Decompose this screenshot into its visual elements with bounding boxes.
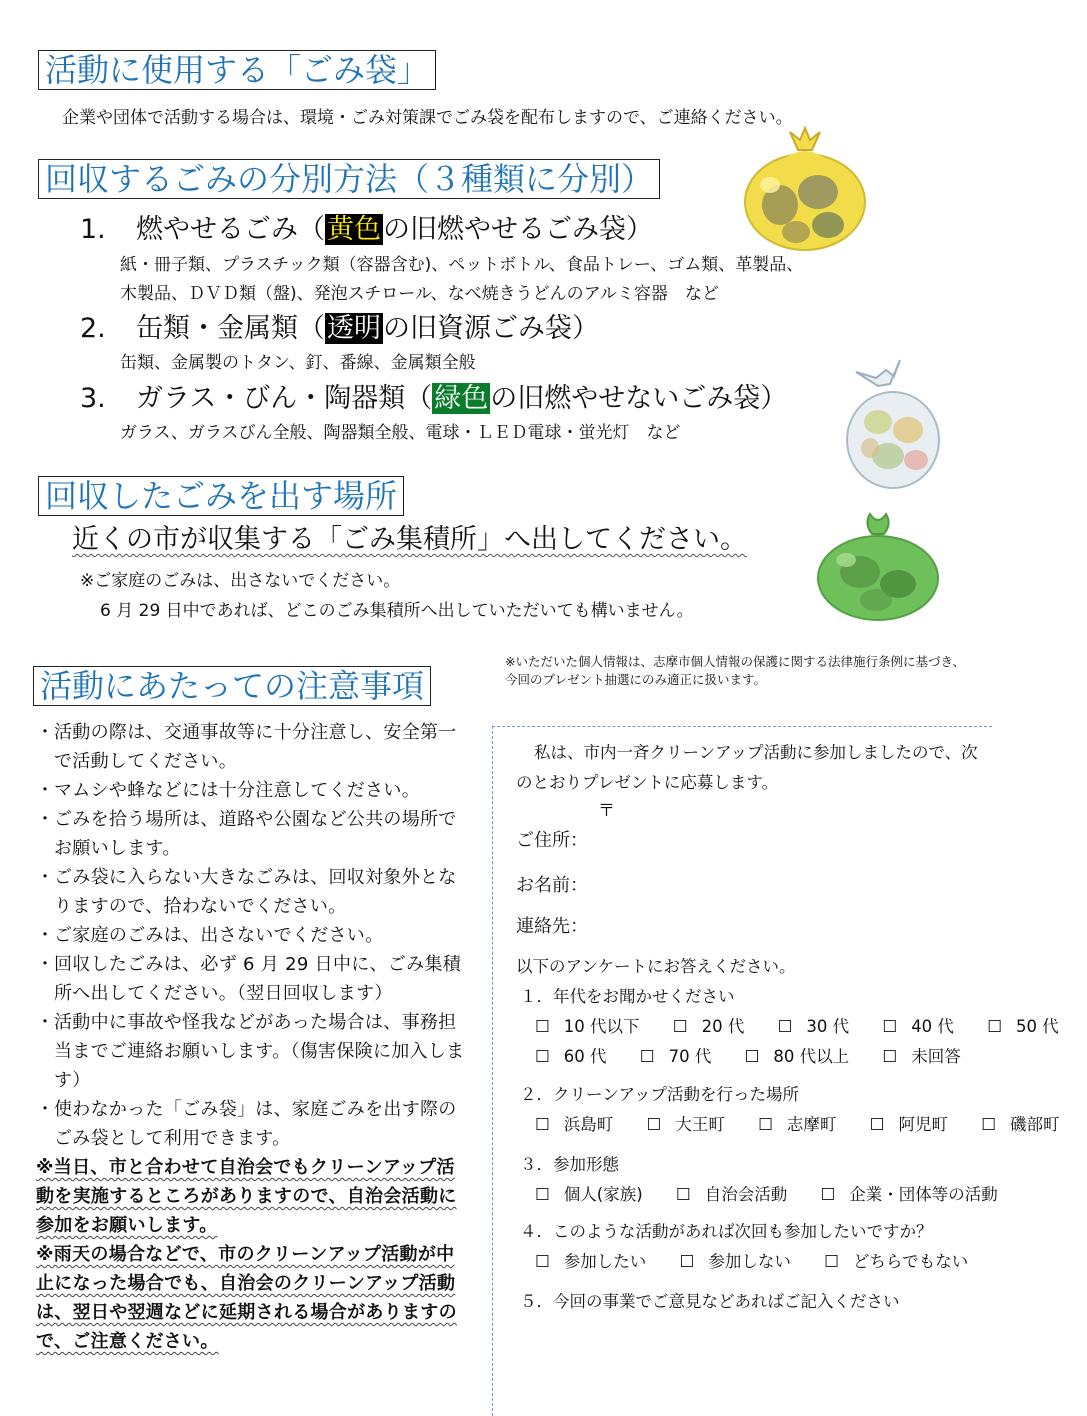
checkbox-icon: ☐ [820,1185,836,1204]
q3-option[interactable] [535,1185,657,1204]
warning-text-1: ※当日、市と合わせて自治会でもクリーンアップ活動を実施するところがありますので、自治会活動に参加をお願いします。 [36,1157,457,1236]
caution-item: ・ 活動中に事故や怪我などがあった場合は、事務担当までご連絡お願いします。（傷害保険に加入します） [36,1008,470,1095]
checkbox-icon: ☐ [679,1252,695,1271]
checkbox-icon: ☐ [535,1047,550,1066]
checkbox-icon: ☐ [882,1047,898,1066]
q1-option[interactable] [535,1047,621,1066]
yellow-garbage-bag-icon [740,120,870,255]
option-label: 80 代以上 [773,1047,850,1066]
category-label: ガラス・びん・陶器類（ [136,383,433,414]
q1-options-row2 [535,1043,989,1067]
caution-list [36,718,470,1356]
option-label: 70 代 [668,1047,712,1066]
category-3-desc: ガラス、ガラスびん全般、陶器類全般、電球・ＬＥＤ電球・蛍光灯 など [120,423,681,443]
option-label: 企業・団体等の活動 [849,1185,998,1204]
option-label: 浜島町 [563,1115,614,1134]
checkbox-icon: ☐ [744,1047,760,1066]
option-label: 60 代 [563,1047,607,1066]
bags-text: 企業や団体で活動する場合は、環境・ごみ対策課でごみ袋を配布しますので、ご連絡ください。 [62,108,793,128]
checkbox-icon: ☐ [869,1115,885,1134]
category-1-desc-2: 木製品、ＤＶＤ類（盤)、発泡スチロール、なべ焼きうどんのアルミ容器 など [120,284,719,304]
form-intro: 私は、市内一斉クリーンアップ活動に参加しましたので、次のとおりプレゼントに応募します。 [516,743,978,792]
category-number: 2. [80,313,106,344]
q2-option[interactable] [981,1115,1073,1134]
q1-option[interactable] [745,1047,864,1066]
q2-option[interactable] [535,1115,627,1134]
question-2: ２．クリーンアップ活動を行った場所 [520,1085,800,1104]
option-label: 大王町 [675,1115,725,1134]
checkbox-icon: ☐ [535,1185,550,1204]
option-label: 20 代 [701,1017,745,1036]
q4-option[interactable] [680,1252,805,1271]
q1-option[interactable] [987,1017,1073,1036]
q1-option[interactable] [882,1047,974,1066]
checkbox-icon: ☐ [981,1115,996,1134]
green-garbage-bag-icon [812,508,942,623]
q4-options [535,1248,996,1272]
option-label: 50 代 [1015,1017,1059,1036]
option-label: 自治会活動 [704,1185,788,1204]
checkbox-icon: ☐ [987,1017,1002,1036]
question-3: ３．参加形態 [520,1155,619,1174]
privacy-note: ※いただいた個人情報は、志摩市個人情報の保護に関する法律施行条例に基づき、今回のプレゼント抽選にのみ適正に扱います。 [505,654,965,687]
category-bag: の旧燃やせるごみ袋） [383,214,653,245]
option-label: 個人(家族) [563,1185,643,1204]
highlight-yellow: 黄色 [327,214,381,245]
question-5: ５．今回の事業でご意見などあればご記入ください [520,1292,900,1311]
category-3-title [80,382,787,416]
option-label: 志摩町 [786,1115,837,1134]
option-label: 参加しない [708,1252,791,1271]
caution-item: ・ 使わなかった「ごみ袋」は、家庭ごみを出す際のごみ袋として利用できます。 [36,1095,470,1153]
q1-option[interactable] [640,1047,726,1066]
category-bag: の旧資源ごみ袋） [383,313,599,344]
checkbox-icon: ☐ [758,1115,773,1134]
checkbox-icon: ☐ [882,1017,898,1036]
section-title-place: 回収したごみを出す場所 [38,476,404,516]
highlight-clear: 透明 [327,313,381,344]
category-1-desc-1: 紙・冊子類、プラスチック類（容器含む)、ペットボトル、食品トレー、ゴム類、革製品、 [120,255,804,275]
checkbox-icon: ☐ [675,1185,691,1204]
option-label: 未回答 [911,1047,961,1066]
name-field[interactable]: お名前： [516,875,588,896]
caution-item: ・ ご家庭のごみは、出さないでください。 [36,921,470,950]
place-note-1: ※ご家庭のごみは、出さないでください。 [80,571,401,591]
option-label: 阿児町 [898,1115,948,1134]
category-label: 燃やせるごみ（ [136,214,325,245]
category-label: 缶類・金属類（ [136,313,325,344]
warning-text-2: ※雨天の場合などで、市のクリーンアップ活動が中止になった場合でも、自治会のクリーンアップ活動は、翌日や翌週などに延期される場合がありますので、ご注意ください。 [36,1244,457,1352]
section-title-cautions: 活動にあたっての注意事項 [33,666,431,706]
caution-item: ・ 回収したごみは、必ず 6 月 29 日中に、ごみ集積所へ出してください。（翌日回収します） [36,950,470,1008]
place-note-2: 6 月 29 日中であれば、どこのごみ集積所へ出していただいても構いません。 [100,601,694,621]
option-label: どちらでもない [852,1252,969,1271]
q3-option[interactable] [676,1185,801,1204]
section-title-bags: 活動に使用する「ごみ袋」 [38,50,436,90]
checkbox-icon: ☐ [777,1017,793,1036]
category-2-title [80,312,599,346]
caution-item: ・ ごみを拾う場所は、道路や公園など公共の場所でお願いします。 [36,805,470,863]
postal-mark: 〒 [598,801,615,821]
clear-garbage-bag-icon [838,352,948,492]
checkbox-icon: ☐ [535,1017,550,1036]
caution-item: ・ マムシや蜂などには十分注意してください。 [36,776,470,805]
category-1-title [80,213,653,247]
checkbox-icon: ☐ [535,1115,550,1134]
q1-option[interactable] [882,1017,968,1036]
checkbox-icon: ☐ [646,1115,662,1134]
category-number: 1. [80,214,106,245]
checkbox-icon: ☐ [672,1017,688,1036]
section-title-sorting: 回収するごみの分別方法（３種類に分別） [38,159,660,199]
caution-item: ・ ごみ袋に入らない大きなごみは、回収対象外となりますので、拾わないでください。 [36,863,470,921]
category-bag: の旧燃やせないごみ袋） [490,383,788,414]
option-label: 参加したい [563,1252,647,1271]
q1-option[interactable] [535,1017,654,1036]
q1-option[interactable] [778,1017,864,1036]
q4-option[interactable] [824,1252,982,1271]
category-2-desc: 缶類、金属製のトタン、釘、番線、金属類全般 [120,353,476,373]
checkbox-icon: ☐ [824,1252,839,1271]
q1-options-row1 [535,1013,1087,1037]
contact-field[interactable]: 連絡先： [516,916,588,937]
survey-intro: 以下のアンケートにお答えください。 [516,957,796,976]
q3-option[interactable] [820,1185,1011,1204]
checkbox-icon: ☐ [639,1047,655,1066]
option-label: 磯部町 [1009,1115,1060,1134]
category-number: 3. [80,383,106,414]
caution-item: ・ 活動の際は、交通事故等に十分注意し、安全第一で活動してください。 [36,718,470,776]
address-field[interactable]: ご住所： [516,830,588,851]
option-label: 10 代以下 [563,1017,640,1036]
question-4: ４．このような活動があれば次回も参加したいですか？ [520,1222,933,1241]
option-label: 40 代 [911,1017,954,1036]
q2-option[interactable] [870,1115,962,1134]
q2-options [535,1111,1087,1135]
q3-options [535,1181,1026,1205]
checkbox-icon: ☐ [535,1252,550,1271]
q2-option[interactable] [647,1115,739,1134]
q2-option[interactable] [758,1115,850,1134]
place-main-text: 近くの市が収集する「ごみ集積所」へ出してください。 [72,524,747,555]
question-1: １．年代をお聞かせください [520,987,735,1006]
highlight-green: 緑色 [434,383,489,414]
option-label: 30 代 [806,1017,850,1036]
q4-option[interactable] [535,1252,660,1271]
q1-option[interactable] [673,1017,759,1036]
